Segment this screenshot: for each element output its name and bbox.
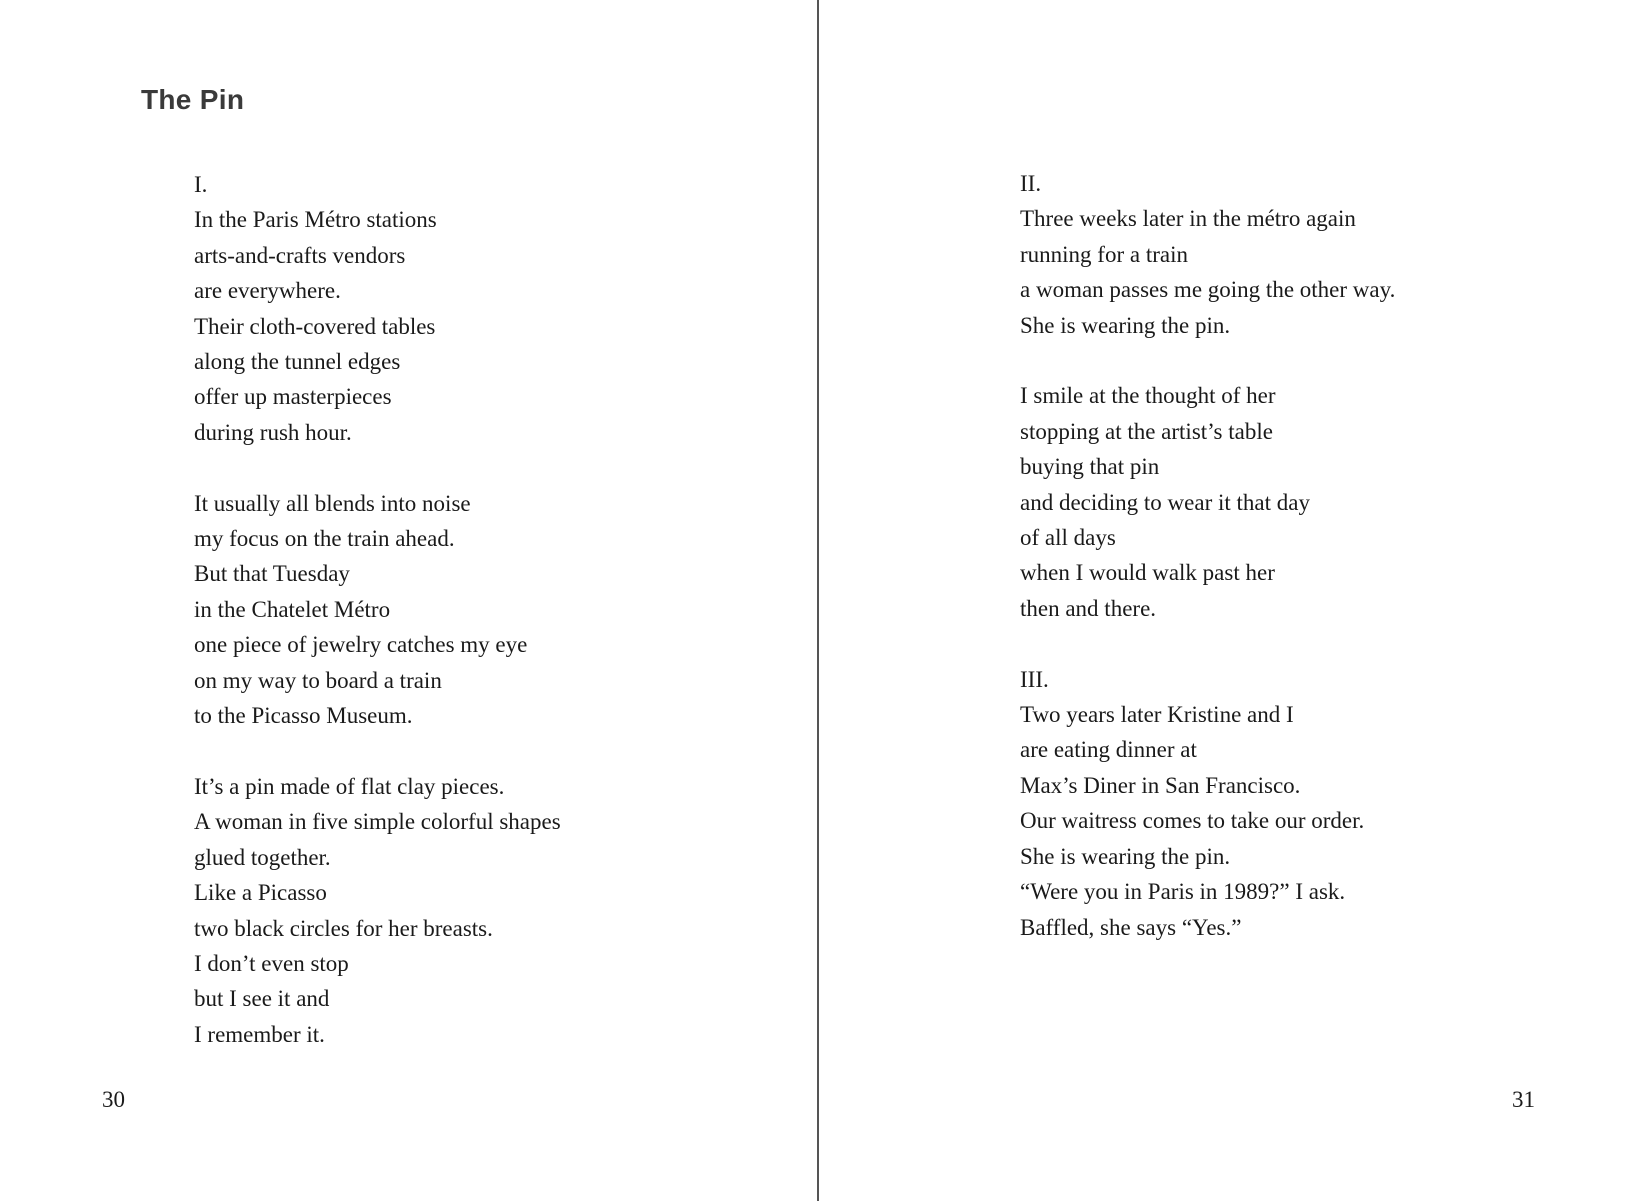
poem-line: Two years later Kristine and I: [1020, 702, 1294, 728]
poem-line: She is wearing the pin.: [1020, 843, 1231, 869]
poem-title: The Pin: [141, 84, 245, 115]
poem-line: glued together.: [194, 844, 331, 870]
poem-body-right: [1020, 166, 1395, 945]
poem-body-left: [194, 167, 561, 1052]
poem-line: Their cloth-covered tables: [194, 313, 436, 339]
poem-line: It usually all blends into noise: [194, 490, 471, 516]
page-gutter-divider: [817, 0, 819, 1201]
poem-line: to the Picasso Museum.: [194, 703, 413, 729]
poem-line: when I would walk past her: [1020, 560, 1275, 586]
poem-line: She is wearing the pin.: [1020, 312, 1231, 338]
section-heading: III.: [1020, 666, 1049, 692]
poem-line: then and there.: [1020, 595, 1157, 621]
poem-line: but I see it and: [194, 986, 330, 1012]
poem-line: stopping at the artist’s table: [1020, 418, 1273, 444]
poem-line: on my way to board a train: [194, 667, 442, 693]
stanza: [1020, 378, 1395, 626]
poem-line: of all days: [1020, 525, 1116, 551]
poem-line: running for a train: [1020, 241, 1188, 267]
poem-line: “Were you in Paris in 1989?” I ask.: [1020, 879, 1346, 905]
poem-line: a woman passes me going the other way.: [1020, 277, 1396, 303]
section-heading: II.: [1020, 171, 1042, 196]
poem-line: arts-and-crafts vendors: [194, 242, 406, 268]
stanza: [1020, 166, 1395, 343]
poem-line: In the Paris Métro stations: [194, 207, 437, 233]
stanza: [1020, 662, 1395, 945]
poem-line: during rush hour.: [194, 419, 352, 445]
poem-line: Baffled, she says “Yes.”: [1020, 914, 1242, 940]
poem-line: one piece of jewelry catches my eye: [194, 632, 528, 658]
poem-line: It’s a pin made of flat clay pieces.: [194, 773, 505, 799]
section-heading: I.: [194, 172, 208, 197]
poem-line: my focus on the train ahead.: [194, 526, 455, 552]
poem-line: are everywhere.: [194, 278, 341, 304]
poem-line: offer up masterpieces: [194, 384, 392, 410]
poem-line: A woman in five simple colorful shapes: [194, 809, 561, 835]
poem-line: Our waitress comes to take our order.: [1020, 808, 1365, 834]
poem-line: in the Chatelet Métro: [194, 596, 391, 622]
poem-line: along the tunnel edges: [194, 349, 401, 375]
stanza: [194, 167, 561, 450]
poem-line: I don’t even stop: [194, 950, 349, 976]
poem-line: I remember it.: [194, 1021, 325, 1047]
poem-line: Three weeks later in the métro again: [1020, 206, 1356, 232]
poem-line: I smile at the thought of her: [1020, 383, 1276, 409]
poem-line: and deciding to wear it that day: [1020, 489, 1310, 515]
stanza: [194, 486, 561, 734]
page-number-right: 31: [1512, 1087, 1535, 1112]
right-page: [820, 0, 1633, 1201]
poem-line: buying that pin: [1020, 454, 1160, 480]
poem-line: two black circles for her breasts.: [194, 915, 493, 941]
stanza: [194, 769, 561, 1052]
poem-line: But that Tuesday: [194, 561, 350, 587]
poem-line: are eating dinner at: [1020, 737, 1197, 763]
page-number-left: 30: [102, 1087, 125, 1112]
poem-line: Like a Picasso: [194, 880, 327, 906]
poem-line: Max’s Diner in San Francisco.: [1020, 772, 1301, 798]
